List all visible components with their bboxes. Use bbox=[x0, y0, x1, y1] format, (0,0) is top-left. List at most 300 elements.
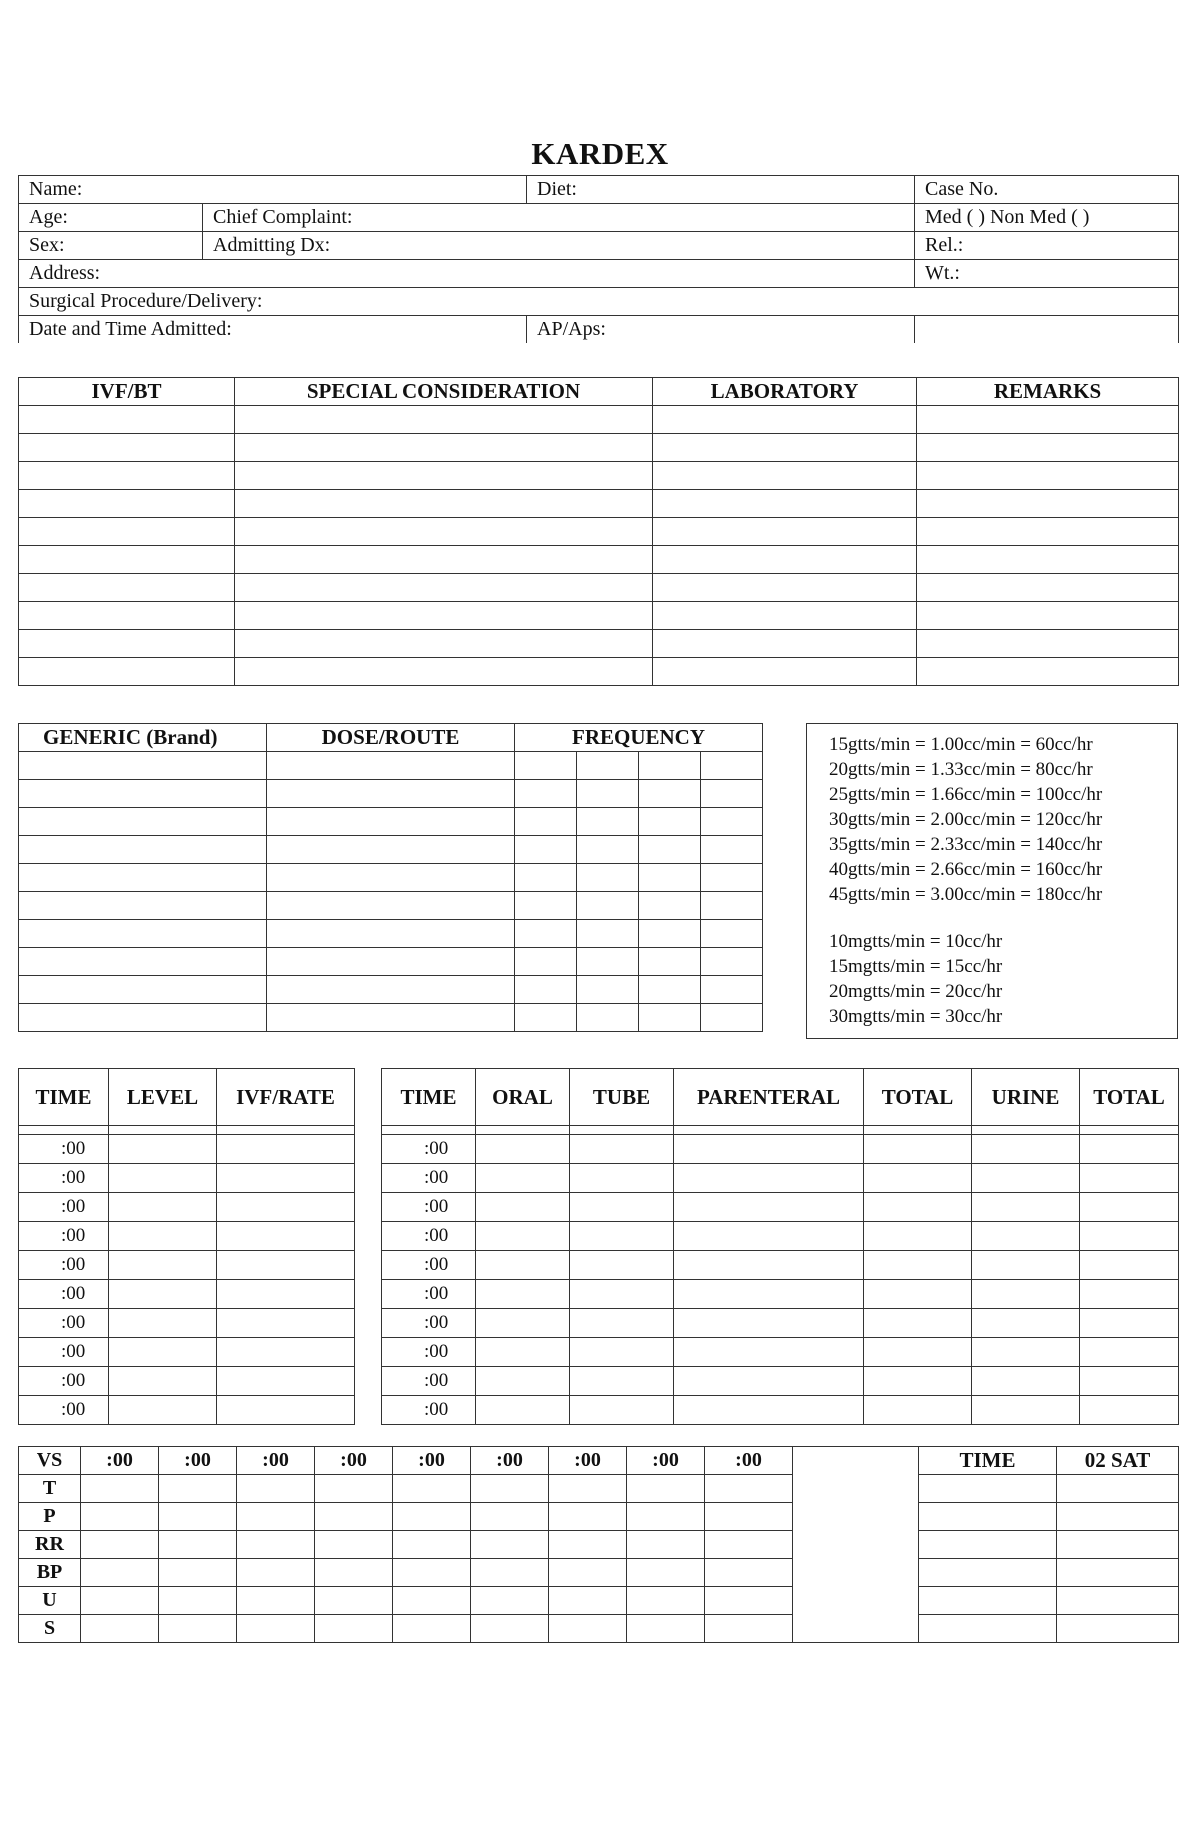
med-field[interactable]: Med ( ) Non Med ( ) bbox=[915, 204, 1179, 232]
o2-cell[interactable] bbox=[919, 1615, 1057, 1643]
ivf-cell[interactable] bbox=[235, 658, 653, 686]
intake-cell[interactable] bbox=[972, 1222, 1080, 1251]
intake-cell[interactable] bbox=[570, 1280, 674, 1309]
vs-cell[interactable] bbox=[237, 1587, 315, 1615]
vs-cell[interactable] bbox=[159, 1587, 237, 1615]
ivf-cell[interactable] bbox=[19, 630, 235, 658]
o2-cell[interactable] bbox=[919, 1475, 1057, 1503]
med-cell[interactable] bbox=[639, 976, 701, 1004]
ivf-cell[interactable] bbox=[917, 574, 1179, 602]
vs-cell[interactable] bbox=[159, 1615, 237, 1643]
ivf-cell[interactable] bbox=[653, 406, 917, 434]
ivf-cell[interactable] bbox=[917, 462, 1179, 490]
ivf-row bbox=[19, 658, 1179, 686]
level-cell[interactable] bbox=[109, 1396, 217, 1425]
patient-info-table bbox=[18, 175, 1179, 343]
o2-cell[interactable] bbox=[1057, 1475, 1179, 1503]
vs-cell[interactable] bbox=[549, 1559, 627, 1587]
diet-field[interactable]: Diet: bbox=[527, 176, 915, 204]
med-cell[interactable] bbox=[19, 864, 267, 892]
vs-cell[interactable] bbox=[549, 1475, 627, 1503]
med-cell[interactable] bbox=[19, 752, 267, 780]
vs-cell[interactable] bbox=[549, 1503, 627, 1531]
ivf-cell[interactable] bbox=[19, 546, 235, 574]
intake-cell[interactable] bbox=[674, 1135, 864, 1164]
med-cell[interactable] bbox=[515, 836, 577, 864]
level-cell[interactable] bbox=[109, 1309, 217, 1338]
vs-cell[interactable] bbox=[81, 1531, 159, 1559]
med-cell[interactable] bbox=[19, 808, 267, 836]
med-cell[interactable] bbox=[701, 836, 763, 864]
ivf-cell[interactable] bbox=[917, 518, 1179, 546]
intake-cell[interactable] bbox=[972, 1338, 1080, 1367]
vs-cell[interactable] bbox=[627, 1475, 705, 1503]
intake-cell[interactable] bbox=[674, 1367, 864, 1396]
ivf-cell[interactable] bbox=[19, 434, 235, 462]
intake-cell[interactable] bbox=[570, 1367, 674, 1396]
vs-cell[interactable] bbox=[705, 1559, 793, 1587]
vs-cell[interactable] bbox=[315, 1475, 393, 1503]
intake-cell[interactable] bbox=[1080, 1309, 1179, 1338]
name-field[interactable]: Name: bbox=[19, 176, 527, 204]
vs-cell[interactable] bbox=[549, 1615, 627, 1643]
intake-cell[interactable] bbox=[864, 1193, 972, 1222]
ivf-cell[interactable] bbox=[19, 602, 235, 630]
wt-field[interactable]: Wt.: bbox=[915, 260, 1179, 288]
ivf-cell[interactable] bbox=[917, 602, 1179, 630]
ivf-cell[interactable] bbox=[235, 462, 653, 490]
address-field[interactable]: Address: bbox=[19, 260, 915, 288]
vs-cell[interactable] bbox=[471, 1587, 549, 1615]
o2-cell[interactable] bbox=[1057, 1531, 1179, 1559]
ivf-cell[interactable] bbox=[653, 462, 917, 490]
vs-cell[interactable] bbox=[81, 1503, 159, 1531]
med-cell[interactable] bbox=[577, 976, 639, 1004]
intake-row bbox=[382, 1193, 1179, 1222]
med-cell[interactable] bbox=[639, 920, 701, 948]
med-cell[interactable] bbox=[19, 780, 267, 808]
vs-cell[interactable] bbox=[627, 1503, 705, 1531]
chief-complaint-field[interactable]: Chief Complaint: bbox=[203, 204, 915, 232]
ivf-cell[interactable] bbox=[653, 658, 917, 686]
intake-cell[interactable] bbox=[972, 1193, 1080, 1222]
ivf-cell[interactable] bbox=[235, 602, 653, 630]
vs-cell[interactable] bbox=[393, 1475, 471, 1503]
ivf-cell[interactable] bbox=[653, 434, 917, 462]
date-time-admitted-field[interactable]: Date and Time Admitted: bbox=[19, 316, 527, 344]
intake-cell[interactable] bbox=[864, 1251, 972, 1280]
o2-cell[interactable] bbox=[919, 1559, 1057, 1587]
ivf-rate-cell[interactable] bbox=[217, 1193, 355, 1222]
vs-row-label: BP bbox=[19, 1559, 81, 1587]
ivf-cell[interactable] bbox=[653, 490, 917, 518]
intake-cell[interactable] bbox=[674, 1164, 864, 1193]
intake-cell[interactable] bbox=[570, 1135, 674, 1164]
intake-cell[interactable] bbox=[570, 1338, 674, 1367]
vs-cell[interactable] bbox=[237, 1475, 315, 1503]
med-cell[interactable] bbox=[577, 808, 639, 836]
med-cell[interactable] bbox=[577, 780, 639, 808]
med-cell[interactable] bbox=[701, 752, 763, 780]
med-cell[interactable] bbox=[639, 1004, 701, 1032]
intake-cell[interactable] bbox=[570, 1164, 674, 1193]
ivf-row bbox=[19, 406, 1179, 434]
med-cell[interactable] bbox=[701, 780, 763, 808]
vs-cell[interactable] bbox=[471, 1531, 549, 1559]
intake-cell[interactable] bbox=[1080, 1338, 1179, 1367]
level-row bbox=[19, 1251, 355, 1280]
ivf-rate-cell[interactable] bbox=[217, 1251, 355, 1280]
ivf-rate-cell[interactable] bbox=[217, 1309, 355, 1338]
ivf-rate-cell[interactable] bbox=[217, 1280, 355, 1309]
med-cell[interactable] bbox=[515, 892, 577, 920]
level-cell[interactable] bbox=[109, 1280, 217, 1309]
vs-cell[interactable] bbox=[81, 1559, 159, 1587]
intake-cell[interactable] bbox=[674, 1193, 864, 1222]
vs-cell[interactable] bbox=[237, 1503, 315, 1531]
vs-cell[interactable] bbox=[549, 1587, 627, 1615]
intake-cell[interactable] bbox=[674, 1309, 864, 1338]
vs-cell[interactable] bbox=[393, 1531, 471, 1559]
level-time-cell: :00 bbox=[19, 1222, 109, 1251]
intake-cell[interactable] bbox=[476, 1251, 570, 1280]
admitting-dx-field[interactable]: Admitting Dx: bbox=[203, 232, 915, 260]
ivf-cell[interactable] bbox=[235, 406, 653, 434]
ivf-cell[interactable] bbox=[19, 574, 235, 602]
med-cell[interactable] bbox=[515, 780, 577, 808]
med-cell[interactable] bbox=[639, 948, 701, 976]
level-cell[interactable] bbox=[109, 1367, 217, 1396]
ivf-rate-cell[interactable] bbox=[217, 1396, 355, 1425]
intake-cell[interactable] bbox=[1080, 1193, 1179, 1222]
blank-field[interactable] bbox=[915, 316, 1179, 344]
med-cell[interactable] bbox=[19, 976, 267, 1004]
surgical-procedure-field[interactable]: Surgical Procedure/Delivery: bbox=[19, 288, 1179, 316]
vs-cell[interactable] bbox=[81, 1475, 159, 1503]
ivf-cell[interactable] bbox=[653, 630, 917, 658]
med-cell[interactable] bbox=[19, 1004, 267, 1032]
level-cell[interactable] bbox=[109, 1135, 217, 1164]
level-cell[interactable] bbox=[109, 1164, 217, 1193]
intake-cell[interactable] bbox=[864, 1280, 972, 1309]
age-field[interactable]: Age: bbox=[19, 204, 203, 232]
med-cell[interactable] bbox=[515, 948, 577, 976]
vs-cell[interactable] bbox=[393, 1503, 471, 1531]
med-cell[interactable] bbox=[267, 864, 515, 892]
med-cell[interactable] bbox=[267, 836, 515, 864]
intake-cell[interactable] bbox=[1080, 1367, 1179, 1396]
o2-cell[interactable] bbox=[1057, 1587, 1179, 1615]
med-cell[interactable] bbox=[267, 920, 515, 948]
intake-cell[interactable] bbox=[476, 1164, 570, 1193]
intake-cell[interactable] bbox=[674, 1280, 864, 1309]
intake-cell[interactable] bbox=[476, 1338, 570, 1367]
vs-cell[interactable] bbox=[237, 1559, 315, 1587]
med-cell[interactable] bbox=[577, 864, 639, 892]
rate-line: 45gtts/min = 3.00cc/min = 180cc/hr bbox=[829, 884, 1103, 905]
ivf-cell[interactable] bbox=[19, 518, 235, 546]
intake-cell[interactable] bbox=[864, 1367, 972, 1396]
vs-cell[interactable] bbox=[627, 1587, 705, 1615]
intake-cell[interactable] bbox=[476, 1193, 570, 1222]
ivf-cell[interactable] bbox=[917, 546, 1179, 574]
vs-cell[interactable] bbox=[315, 1559, 393, 1587]
vs-cell[interactable] bbox=[627, 1615, 705, 1643]
ivf-cell[interactable] bbox=[19, 658, 235, 686]
ivf-cell[interactable] bbox=[235, 630, 653, 658]
ivf-cell[interactable] bbox=[653, 574, 917, 602]
ivf-cell[interactable] bbox=[917, 658, 1179, 686]
intake-cell[interactable] bbox=[864, 1135, 972, 1164]
intake-cell[interactable] bbox=[570, 1222, 674, 1251]
med-cell[interactable] bbox=[19, 948, 267, 976]
med-cell[interactable] bbox=[515, 808, 577, 836]
vs-cell[interactable] bbox=[159, 1559, 237, 1587]
ivf-rate-cell[interactable] bbox=[217, 1135, 355, 1164]
vs-cell[interactable] bbox=[471, 1503, 549, 1531]
rel-field[interactable]: Rel.: bbox=[915, 232, 1179, 260]
sex-field[interactable]: Sex: bbox=[19, 232, 203, 260]
intake-cell[interactable] bbox=[570, 1251, 674, 1280]
o2-cell[interactable] bbox=[1057, 1559, 1179, 1587]
level-cell[interactable] bbox=[109, 1251, 217, 1280]
vs-cell[interactable] bbox=[237, 1531, 315, 1559]
ivf-cell[interactable] bbox=[235, 490, 653, 518]
med-cell[interactable] bbox=[267, 892, 515, 920]
ivf-cell[interactable] bbox=[917, 630, 1179, 658]
micro-rate-line: 15mgtts/min = 15cc/hr bbox=[829, 956, 1003, 977]
intake-cell[interactable] bbox=[864, 1164, 972, 1193]
med-cell[interactable] bbox=[577, 836, 639, 864]
spacer-cell bbox=[382, 1126, 476, 1135]
vs-cell[interactable] bbox=[705, 1503, 793, 1531]
intake-cell[interactable] bbox=[674, 1251, 864, 1280]
intake-cell[interactable] bbox=[476, 1135, 570, 1164]
vs-cell[interactable] bbox=[471, 1559, 549, 1587]
med-cell[interactable] bbox=[577, 752, 639, 780]
vs-cell[interactable] bbox=[393, 1559, 471, 1587]
ivf-row bbox=[19, 518, 1179, 546]
vs-cell[interactable] bbox=[159, 1531, 237, 1559]
ivf-rate-cell[interactable] bbox=[217, 1164, 355, 1193]
intake-cell[interactable] bbox=[972, 1251, 1080, 1280]
med-cell[interactable] bbox=[577, 920, 639, 948]
med-cell[interactable] bbox=[701, 920, 763, 948]
intake-cell[interactable] bbox=[972, 1135, 1080, 1164]
ivf-cell[interactable] bbox=[19, 462, 235, 490]
intake-cell[interactable] bbox=[1080, 1164, 1179, 1193]
intake-cell[interactable] bbox=[972, 1396, 1080, 1425]
ivf-rate-cell[interactable] bbox=[217, 1367, 355, 1396]
intake-cell[interactable] bbox=[972, 1164, 1080, 1193]
ivf-cell[interactable] bbox=[19, 406, 235, 434]
vs-time-header: :00 bbox=[705, 1447, 793, 1475]
med-cell[interactable] bbox=[701, 808, 763, 836]
intake-cell[interactable] bbox=[476, 1309, 570, 1338]
vs-cell[interactable] bbox=[315, 1615, 393, 1643]
level-time-cell: :00 bbox=[19, 1309, 109, 1338]
med-cell[interactable] bbox=[577, 1004, 639, 1032]
vs-cell[interactable] bbox=[705, 1531, 793, 1559]
intake-cell[interactable] bbox=[674, 1338, 864, 1367]
med-cell[interactable] bbox=[515, 864, 577, 892]
ivf-cell[interactable] bbox=[19, 490, 235, 518]
vs-cell[interactable] bbox=[315, 1531, 393, 1559]
o2-cell[interactable] bbox=[919, 1503, 1057, 1531]
vs-cell[interactable] bbox=[315, 1587, 393, 1615]
intake-cell[interactable] bbox=[1080, 1251, 1179, 1280]
o2-cell[interactable] bbox=[919, 1531, 1057, 1559]
med-cell[interactable] bbox=[515, 920, 577, 948]
vs-cell[interactable] bbox=[81, 1587, 159, 1615]
intake-cell[interactable] bbox=[674, 1396, 864, 1425]
spacer-cell bbox=[972, 1126, 1080, 1135]
ivf-cell[interactable] bbox=[653, 546, 917, 574]
intake-cell[interactable] bbox=[864, 1396, 972, 1425]
vs-row-label: U bbox=[19, 1587, 81, 1615]
ivf-cell[interactable] bbox=[653, 518, 917, 546]
intake-cell[interactable] bbox=[864, 1338, 972, 1367]
vs-cell[interactable] bbox=[627, 1559, 705, 1587]
intake-cell[interactable] bbox=[1080, 1135, 1179, 1164]
intake-cell[interactable] bbox=[1080, 1280, 1179, 1309]
vs-row-label: RR bbox=[19, 1531, 81, 1559]
intake-total-header: TOTAL bbox=[864, 1069, 972, 1126]
vs-cell[interactable] bbox=[393, 1587, 471, 1615]
vs-cell[interactable] bbox=[705, 1475, 793, 1503]
vs-cell[interactable] bbox=[471, 1615, 549, 1643]
frequency-header: FREQUENCY bbox=[515, 724, 763, 752]
vs-cell[interactable] bbox=[81, 1615, 159, 1643]
med-cell[interactable] bbox=[639, 892, 701, 920]
level-row bbox=[19, 1367, 355, 1396]
level-cell[interactable] bbox=[109, 1338, 217, 1367]
ivf-cell[interactable] bbox=[917, 434, 1179, 462]
level-row bbox=[19, 1135, 355, 1164]
intake-cell[interactable] bbox=[864, 1309, 972, 1338]
intake-time-header: TIME bbox=[382, 1069, 476, 1126]
o2-cell[interactable] bbox=[919, 1587, 1057, 1615]
form-title: KARDEX bbox=[531, 136, 669, 171]
vs-cell[interactable] bbox=[549, 1531, 627, 1559]
vs-cell[interactable] bbox=[705, 1615, 793, 1643]
vs-corner: VS bbox=[19, 1447, 81, 1475]
ivf-cell[interactable] bbox=[917, 490, 1179, 518]
o2-cell[interactable] bbox=[1057, 1615, 1179, 1643]
med-cell[interactable] bbox=[19, 920, 267, 948]
level-time-cell: :00 bbox=[19, 1396, 109, 1425]
med-cell[interactable] bbox=[701, 948, 763, 976]
intake-cell[interactable] bbox=[570, 1193, 674, 1222]
med-cell[interactable] bbox=[515, 752, 577, 780]
level-row bbox=[19, 1338, 355, 1367]
intake-cell[interactable] bbox=[972, 1367, 1080, 1396]
o2-row bbox=[919, 1559, 1179, 1587]
med-row bbox=[19, 752, 763, 780]
med-cell[interactable] bbox=[639, 808, 701, 836]
ap-field[interactable]: AP/Aps: bbox=[527, 316, 915, 344]
ivf-cell[interactable] bbox=[235, 434, 653, 462]
med-cell[interactable] bbox=[267, 808, 515, 836]
ivf-cell[interactable] bbox=[235, 574, 653, 602]
med-cell[interactable] bbox=[639, 780, 701, 808]
med-cell[interactable] bbox=[267, 780, 515, 808]
intake-cell[interactable] bbox=[476, 1396, 570, 1425]
intake-cell[interactable] bbox=[476, 1222, 570, 1251]
vs-cell[interactable] bbox=[159, 1475, 237, 1503]
vs-cell[interactable] bbox=[393, 1615, 471, 1643]
med-cell[interactable] bbox=[515, 1004, 577, 1032]
vs-row bbox=[19, 1475, 793, 1503]
med-cell[interactable] bbox=[701, 864, 763, 892]
intake-cell[interactable] bbox=[570, 1396, 674, 1425]
intake-cell[interactable] bbox=[674, 1222, 864, 1251]
spacer-cell bbox=[19, 1126, 109, 1135]
intake-cell[interactable] bbox=[476, 1367, 570, 1396]
level-cell[interactable] bbox=[109, 1193, 217, 1222]
intake-cell[interactable] bbox=[476, 1280, 570, 1309]
vs-cell[interactable] bbox=[471, 1475, 549, 1503]
med-cell[interactable] bbox=[639, 864, 701, 892]
med-cell[interactable] bbox=[267, 752, 515, 780]
ivf-cell[interactable] bbox=[917, 406, 1179, 434]
intake-cell[interactable] bbox=[972, 1280, 1080, 1309]
vs-row bbox=[19, 1587, 793, 1615]
urine-header: URINE bbox=[972, 1069, 1080, 1126]
med-cell[interactable] bbox=[701, 976, 763, 1004]
vs-cell[interactable] bbox=[705, 1587, 793, 1615]
ivf-cell[interactable] bbox=[235, 518, 653, 546]
ivf-cell[interactable] bbox=[653, 602, 917, 630]
intake-cell[interactable] bbox=[570, 1309, 674, 1338]
intake-cell[interactable] bbox=[972, 1309, 1080, 1338]
vs-cell[interactable] bbox=[627, 1531, 705, 1559]
o2-cell[interactable] bbox=[1057, 1503, 1179, 1531]
med-cell[interactable] bbox=[701, 892, 763, 920]
med-cell[interactable] bbox=[515, 976, 577, 1004]
intake-cell[interactable] bbox=[1080, 1222, 1179, 1251]
vs-time-header: :00 bbox=[549, 1447, 627, 1475]
med-cell[interactable] bbox=[267, 1004, 515, 1032]
ivf-row bbox=[19, 602, 1179, 630]
intake-cell[interactable] bbox=[1080, 1396, 1179, 1425]
med-cell[interactable] bbox=[639, 836, 701, 864]
ivf-rate-cell[interactable] bbox=[217, 1222, 355, 1251]
intake-cell[interactable] bbox=[864, 1222, 972, 1251]
med-row bbox=[19, 948, 763, 976]
vs-cell[interactable] bbox=[159, 1503, 237, 1531]
vs-cell[interactable] bbox=[237, 1615, 315, 1643]
med-cell[interactable] bbox=[639, 752, 701, 780]
med-cell[interactable] bbox=[267, 948, 515, 976]
vs-row bbox=[19, 1531, 793, 1559]
med-cell[interactable] bbox=[577, 892, 639, 920]
vs-cell[interactable] bbox=[315, 1503, 393, 1531]
ivf-cell[interactable] bbox=[235, 546, 653, 574]
level-cell[interactable] bbox=[109, 1222, 217, 1251]
case-no-field[interactable]: Case No. bbox=[915, 176, 1179, 204]
ivf-rate-cell[interactable] bbox=[217, 1338, 355, 1367]
blank-box bbox=[792, 1446, 918, 1643]
micro-rate-line: 30mgtts/min = 30cc/hr bbox=[829, 1006, 1003, 1027]
med-cell[interactable] bbox=[701, 1004, 763, 1032]
med-cell[interactable] bbox=[267, 976, 515, 1004]
med-cell[interactable] bbox=[19, 892, 267, 920]
med-cell[interactable] bbox=[577, 948, 639, 976]
med-cell[interactable] bbox=[19, 836, 267, 864]
intake-row bbox=[382, 1222, 1179, 1251]
level-time-cell: :00 bbox=[19, 1135, 109, 1164]
